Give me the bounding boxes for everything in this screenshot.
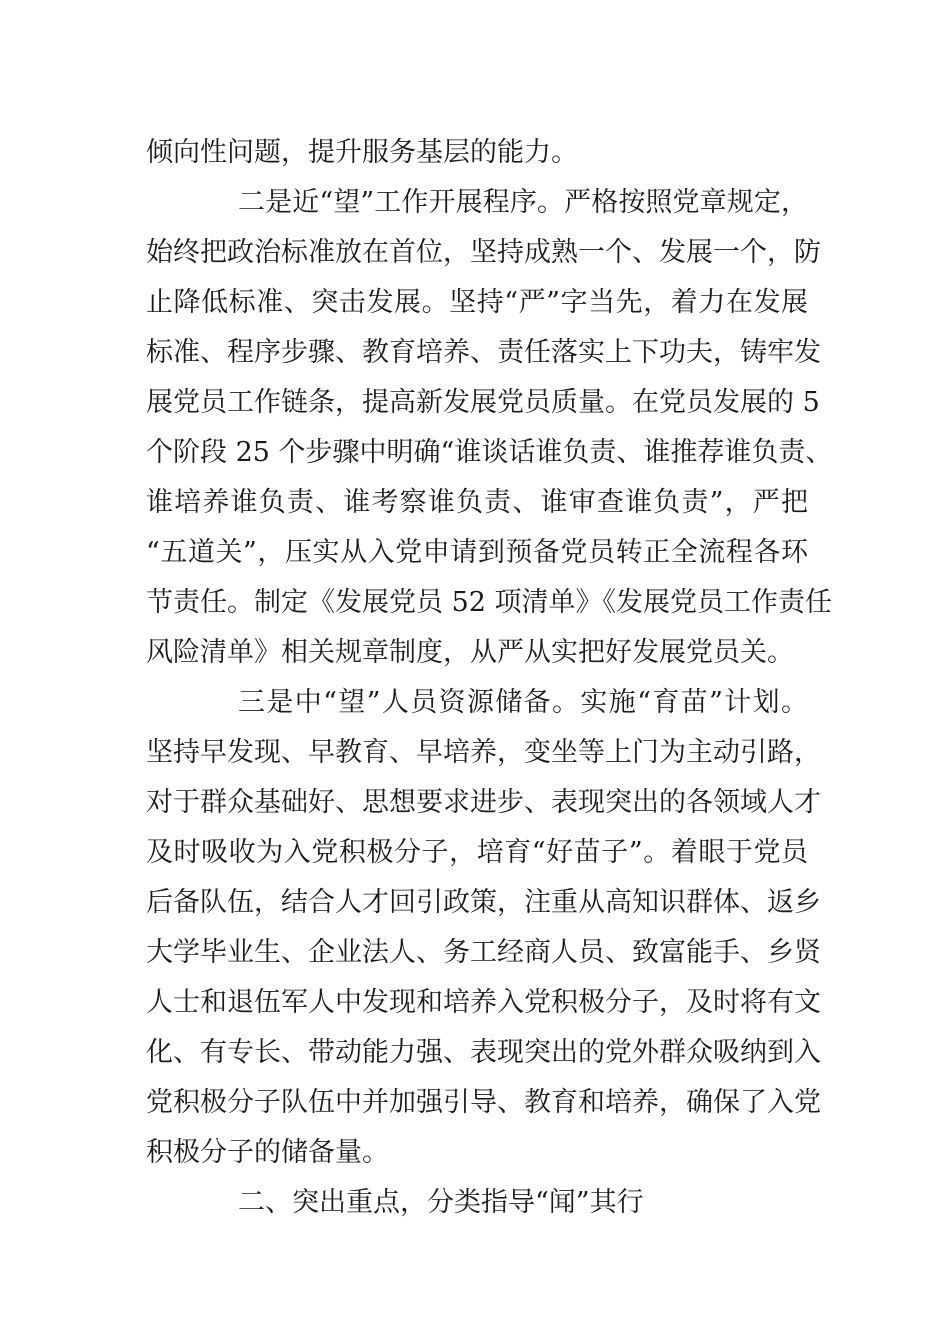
paragraph-line: 三是中“望”人员资源储备。实施“育苗”计划。 [238,687,808,718]
section-heading: 二、突出重点，分类指导“闻”其行 [238,1187,644,1218]
paragraph-line: 及时吸收为入党积极分子，培育“好苗子”。着眼于党员 [146,837,808,868]
paragraph-line: 二是近“望”工作开展程序。严格按照党章规定， [238,187,808,218]
paragraph-line: 对于群众基础好、思想要求进步、表现突出的各领域人才 [146,787,821,818]
paragraph-line: 标准、程序步骤、教育培养、责任落实上下功夫，铸牢发 [146,337,821,368]
paragraph-line: 谁培养谁负责、谁考察谁负责、谁审查谁负责”，严把 [146,487,808,518]
paragraph-line: 个阶段 25 个步骤中明确“谁谈话谁负责、谁推荐谁负责、 [146,437,833,468]
paragraph-line: 党积极分子队伍中并加强引导、教育和培养，确保了入党 [146,1087,821,1118]
paragraph-line: 人士和退伍军人中发现和培养入党积极分子，及时将有文 [146,987,821,1018]
paragraph-line: 积极分子的储备量。 [146,1137,389,1168]
paragraph-line: 节责任。制定《发展党员 52 项清单》《发展党员工作责任 [146,587,833,618]
paragraph-line: “五道关”，压实从入党申请到预备党员转正全流程各环 [146,537,808,568]
paragraph-line: 展党员工作链条，提高新发展党员质量。在党员发展的 5 [146,387,820,418]
paragraph-line: 风险清单》相关规章制度，从严从实把好发展党员关。 [146,637,794,668]
paragraph-line: 坚持早发现、早教育、早培养，变坐等上门为主动引路， [146,737,821,768]
paragraph-line: 后备队伍，结合人才回引政策，注重从高知识群体、返乡 [146,887,821,918]
paragraph-line: 化、有专长、带动能力强、表现突出的党外群众吸纳到入 [146,1037,821,1068]
paragraph-line: 止降低标准、突击发展。坚持“严”字当先，着力在发展 [146,287,808,318]
paragraph-line: 倾向性问题，提升服务基层的能力。 [146,137,578,168]
paragraph-line: 大学毕业生、企业法人、务工经商人员、致富能手、乡贤 [146,937,821,968]
paragraph-line: 始终把政治标准放在首位，坚持成熟一个、发展一个，防 [146,237,821,268]
